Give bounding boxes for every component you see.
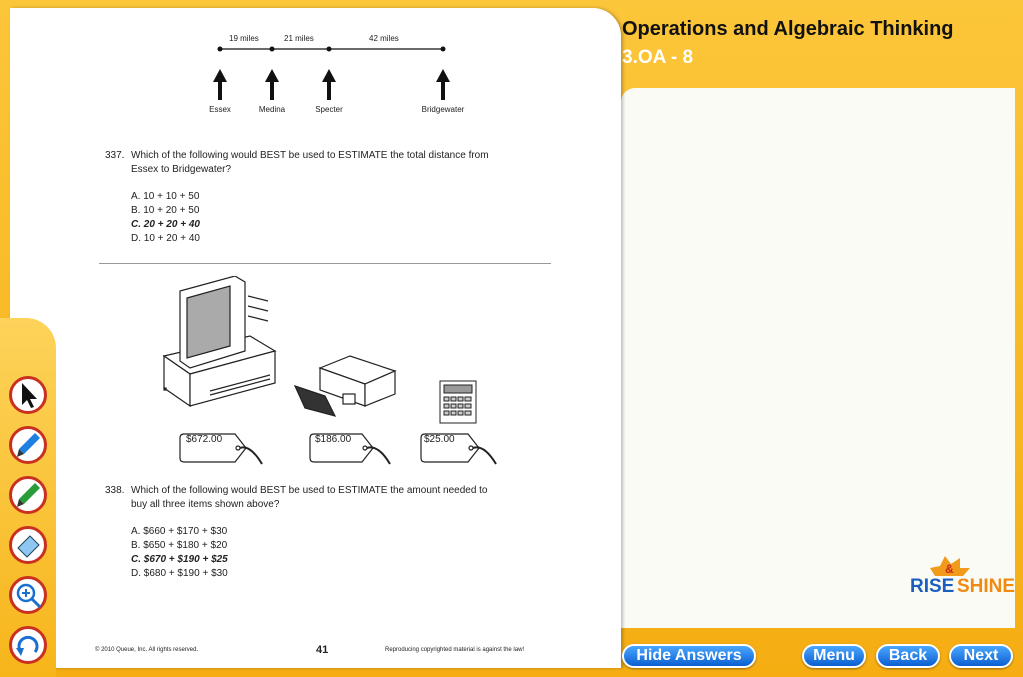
question-number: 337. <box>105 150 125 161</box>
point-bridgewater <box>441 47 446 52</box>
price-tag-calculator: $25.00 <box>424 434 455 445</box>
logo-amp-text: & <box>945 562 954 576</box>
city-label: Medina <box>258 105 286 114</box>
standard-code: 3.OA - 8 <box>622 47 694 68</box>
undo-icon <box>13 630 43 660</box>
blue-pen-tool-button[interactable] <box>9 426 47 464</box>
city-label: Essex <box>209 105 231 114</box>
pointer-tool-button[interactable] <box>9 376 47 414</box>
logo-shine-text: SHINE <box>957 576 1016 597</box>
page-number: 41 <box>316 644 329 656</box>
green-pen-tool-button[interactable] <box>9 476 47 514</box>
question-text: Which of the following would BEST be used to ESTIMATE the total distance from <box>131 150 489 161</box>
zoom-tool-button[interactable] <box>9 576 47 614</box>
divider <box>99 263 551 264</box>
question-number: 338. <box>105 485 125 496</box>
rise-and-shine-logo <box>905 548 1016 608</box>
undo-tool-button[interactable] <box>9 626 47 664</box>
next-button[interactable]: Next <box>949 644 1013 668</box>
eraser-tool-button[interactable] <box>9 526 47 564</box>
printer-icon <box>295 356 395 416</box>
price-tag-printer: $186.00 <box>315 434 352 445</box>
copyright-notice: Reproducing copyrighted material is against the law! <box>385 647 525 653</box>
back-button[interactable]: Back <box>876 644 940 668</box>
hide-answers-button[interactable]: Hide Answers <box>622 644 756 668</box>
computer-icon <box>164 276 275 406</box>
blue-pen-icon <box>13 430 43 460</box>
tool-palette <box>0 318 56 677</box>
question-text: Essex to Bridgewater? <box>131 164 232 175</box>
city-label: Bridgewater <box>421 105 465 114</box>
zoom-in-icon <box>13 580 43 610</box>
green-pen-icon <box>13 480 43 510</box>
distance-label: 19 miles <box>229 34 259 43</box>
worksheet-page <box>10 8 621 668</box>
correct-answer-option: C. 20 + 20 + 40 <box>131 219 200 230</box>
menu-button[interactable]: Menu <box>802 644 866 668</box>
arrows <box>213 69 450 100</box>
distance-label: 42 miles <box>369 34 399 43</box>
pointer-icon <box>13 380 43 410</box>
answer-option: B. 10 + 20 + 50 <box>131 205 200 216</box>
point-medina <box>270 47 275 52</box>
copyright: © 2010 Queue, Inc. All rights reserved. <box>95 647 199 653</box>
answer-option: A. $660 + $170 + $30 <box>131 526 228 537</box>
answer-option: D. $680 + $190 + $30 <box>131 568 228 579</box>
point-specter <box>327 47 332 52</box>
page-title: Operations and Algebraic Thinking <box>622 18 954 40</box>
question-text: Which of the following would BEST be used to ESTIMATE the amount needed to <box>131 485 488 496</box>
logo-rise-text: RISE <box>910 576 955 597</box>
question-text: buy all three items shown above? <box>131 499 280 510</box>
calculator-icon <box>440 381 476 423</box>
point-essex <box>218 47 223 52</box>
answer-option: B. $650 + $180 + $20 <box>131 540 228 551</box>
answer-option: D. 10 + 20 + 40 <box>131 233 200 244</box>
correct-answer-option: C. $670 + $190 + $25 <box>131 554 228 565</box>
answer-option: A. 10 + 10 + 50 <box>131 191 200 202</box>
price-tag-computer: $672.00 <box>186 434 223 445</box>
answer-panel <box>621 88 1015 628</box>
city-label: Specter <box>315 105 343 114</box>
eraser-icon <box>13 530 43 560</box>
distance-label: 21 miles <box>284 34 314 43</box>
